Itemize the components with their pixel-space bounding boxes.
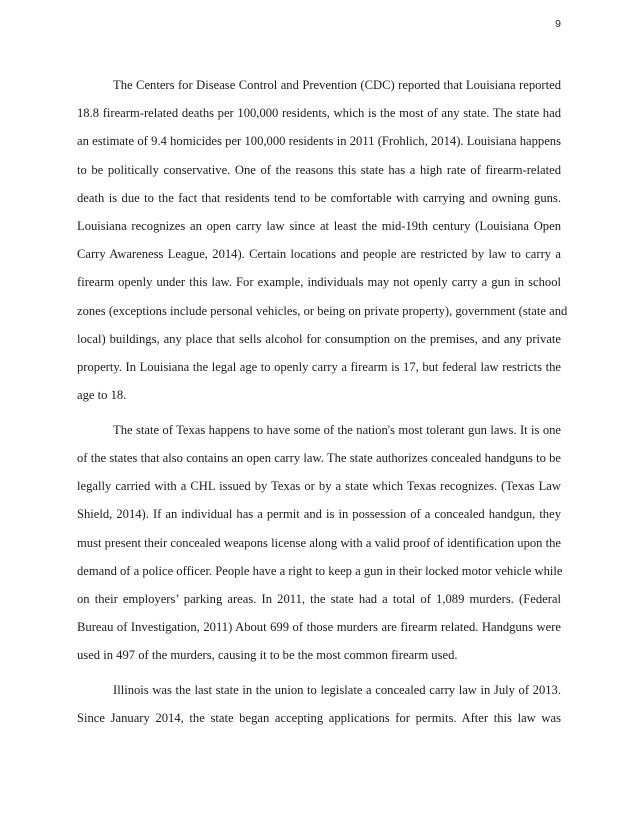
text-line: age to 18. xyxy=(77,388,127,403)
page-number: 9 xyxy=(555,18,561,30)
text-line: used in 497 of the murders, causing it to be the most common firearm used. xyxy=(77,648,458,663)
text-line: Illinois was the last state in the union to legislate a concealed carry law in July of 2013. xyxy=(113,683,561,698)
text-line: Bureau of Investigation, 2011) About 699 of those murders are firearm related. Handguns were xyxy=(77,620,561,635)
text-line: of the states that also contains an open carry law. The state authorizes concealed handguns to be xyxy=(77,451,561,466)
paragraph-louisiana xyxy=(77,71,568,409)
text-line: on their employers’ parking areas. In 2011, the state had a total of 1,089 murders. (Federal xyxy=(77,591,561,606)
text-line: demand of a police officer. People have a right to keep a gun in their locked motor vehicle while xyxy=(77,563,563,578)
text-line: Since January 2014, the state began accepting applications for permits. After this law was xyxy=(77,711,561,726)
paragraph-texas xyxy=(77,416,561,670)
text-line: Carry Awareness League, 2014). Certain locations and people are restricted by law to carry a xyxy=(77,247,561,262)
text-line: to be politically conservative. One of the reasons this state has a high rate of firearm-related xyxy=(77,162,561,177)
text-line: Louisiana recognizes an open carry law since at least the mid-19th century (Louisiana Open xyxy=(77,218,561,233)
text-line: The Centers for Disease Control and Prevention (CDC) reported that Louisiana reported xyxy=(113,78,561,92)
text-line: firearm openly under this law. For example, individuals may not openly carry a gun in school xyxy=(77,275,561,290)
text-line: 18.8 firearm-related deaths per 100,000 residents, which is the most of any state. The state had xyxy=(77,106,561,121)
text-line: an estimate of 9.4 homicides per 100,000 residents in 2011 (Frohlich, 2014). Louisiana happens xyxy=(77,134,561,149)
text-line: legally carried with a CHL issued by Texas or by a state which Texas recognizes. (Texas Law xyxy=(77,479,561,494)
text-line: property. In Louisiana the legal age to openly carry a firearm is 17, but federal law restricts the xyxy=(77,359,561,374)
text-line: Shield, 2014). If an individual has a permit and is in possession of a concealed handgun, they xyxy=(77,507,561,522)
text-line: zones (exceptions include personal vehicles, or being on private property), government (state and xyxy=(77,303,568,318)
paragraph-illinois xyxy=(77,676,561,732)
text-line: death is due to the fact that residents tend to be comfortable with carrying and owning guns. xyxy=(77,190,561,205)
body-text xyxy=(77,71,568,739)
text-line: local) buildings, any place that sells alcohol for consumption on the premises, and any private xyxy=(77,331,561,346)
text-line: must present their concealed weapons license along with a valid proof of identification upon the xyxy=(77,535,562,550)
text-line: The state of Texas happens to have some of the nation's most tolerant gun laws. It is one xyxy=(113,422,561,437)
